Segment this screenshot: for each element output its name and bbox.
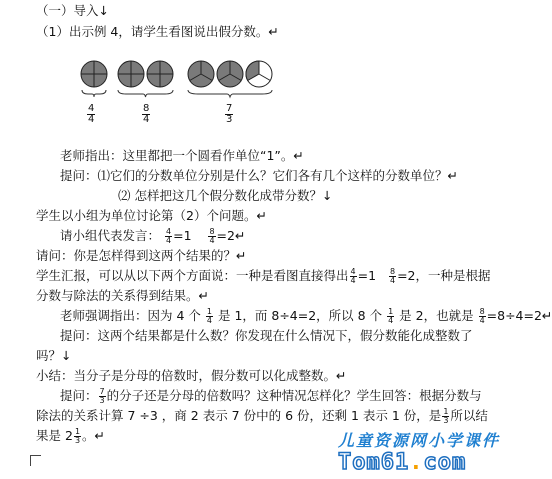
rep-eq2: =2↵ [216, 228, 246, 243]
q4b-post: 所以结 [450, 408, 488, 423]
teacher-point: 老师指出：这里都把一个圆看作单位“1”。↵ [60, 148, 304, 163]
report-a-end: =2，一种是根据 [397, 268, 491, 283]
figure-fraction-2: 8 4 [143, 103, 150, 125]
section-heading: （一）导入↓ [36, 3, 109, 18]
report-line-a [36, 268, 491, 285]
watermark-title: 儿童资源网小学课件 [338, 431, 501, 450]
emph-fraction-3: $\frac{8}{4}$ [479, 307, 485, 325]
question-4b [36, 408, 488, 425]
report-a-text: 学生汇报，可以从以下两个方面说：一种是看图直接得出 [36, 268, 349, 283]
q4b-pre: 除法的关系计算 7 ÷3 ，商 2 表示 7 份中的 6 份，还剩 1 表示 1 份，是 [36, 408, 442, 423]
rep-label: 请小组代表发言： [60, 228, 161, 243]
report-fraction-1: $\frac{4}{4}$ [350, 267, 356, 285]
question-3a: 提问：这两个结果都是什么数？你发现在什么情况下，假分数能化成整数了 [60, 328, 473, 343]
watermark-logo [338, 450, 466, 475]
q4a-pre: 提问： [60, 388, 98, 403]
watermark [318, 428, 504, 479]
circles-group-2 [118, 61, 173, 87]
emph-fraction-1: $\frac{1}{4}$ [206, 307, 212, 325]
emphasis-line [60, 308, 552, 325]
example-line: （1）出示例 4，请学生看图说出假分数。↵ [36, 24, 279, 39]
group-discussion: 学生以小组为单位讨论第（2）个问题。↵ [36, 208, 267, 223]
emph-d: =8÷4=2↵ [486, 308, 552, 323]
summary: 小结：当分子是分母的倍数时，假分数可以化成整数。↵ [36, 368, 347, 383]
emph-fraction-2: $\frac{1}{4}$ [388, 307, 394, 325]
q4c-pre: 果是 2 [36, 428, 73, 443]
q4c-post: 。↵ [82, 428, 106, 443]
circle-figure [70, 58, 280, 138]
rep-eq1: =1 [173, 228, 192, 243]
representative-line [60, 228, 245, 245]
page-corner-mark-left [30, 455, 41, 466]
question-4a [60, 388, 482, 405]
watermark-logo-dot: . [409, 450, 424, 475]
watermark-logo-b: com [423, 450, 467, 475]
question-1: 提问：⑴它们的分数单位分别是什么？它们各有几个这样的分数单位？↵ [60, 168, 458, 183]
emph-a: 老师强调指出：因为 4 个 [60, 308, 201, 323]
rep-fraction-2: $\frac{8}{4}$ [209, 227, 215, 245]
ask-how: 请问：你是怎样得到这两个结果的？↵ [36, 248, 247, 263]
report-a-mid: =1 [357, 268, 377, 283]
circles-group-1 [81, 61, 107, 87]
q4c-fraction: $\frac{1}{3}$ [74, 427, 81, 445]
question-4c [36, 428, 105, 445]
emph-c: 是 2，也就是 [399, 308, 474, 323]
question-2: ⑵ 怎样把这几个假分数化成带分数？↓ [118, 188, 333, 203]
rep-fraction-1: $\frac{4}{4}$ [166, 227, 172, 245]
q4a-post: 的分子还是分母的倍数吗？这种情况怎样化？学生回答：根据分数与 [106, 388, 482, 403]
figure-fraction-1: 4 4 [88, 103, 95, 125]
circles-group-3 [188, 61, 272, 87]
figure-fraction-3: 7 3 [226, 103, 233, 125]
question-3b: 吗？↓ [36, 348, 72, 363]
q4-fraction: $\frac{7}{3}$ [99, 387, 105, 405]
report-line-b: 分数与除法的关系得到结果。↵ [36, 288, 209, 303]
emph-b: 是 1，而 8÷4=2，所以 8 个 [217, 308, 383, 323]
watermark-logo-a: Tom61 [338, 450, 410, 475]
q4b-fraction: $\frac{1}{3}$ [443, 407, 449, 425]
report-fraction-2: $\frac{8}{4}$ [389, 267, 396, 285]
